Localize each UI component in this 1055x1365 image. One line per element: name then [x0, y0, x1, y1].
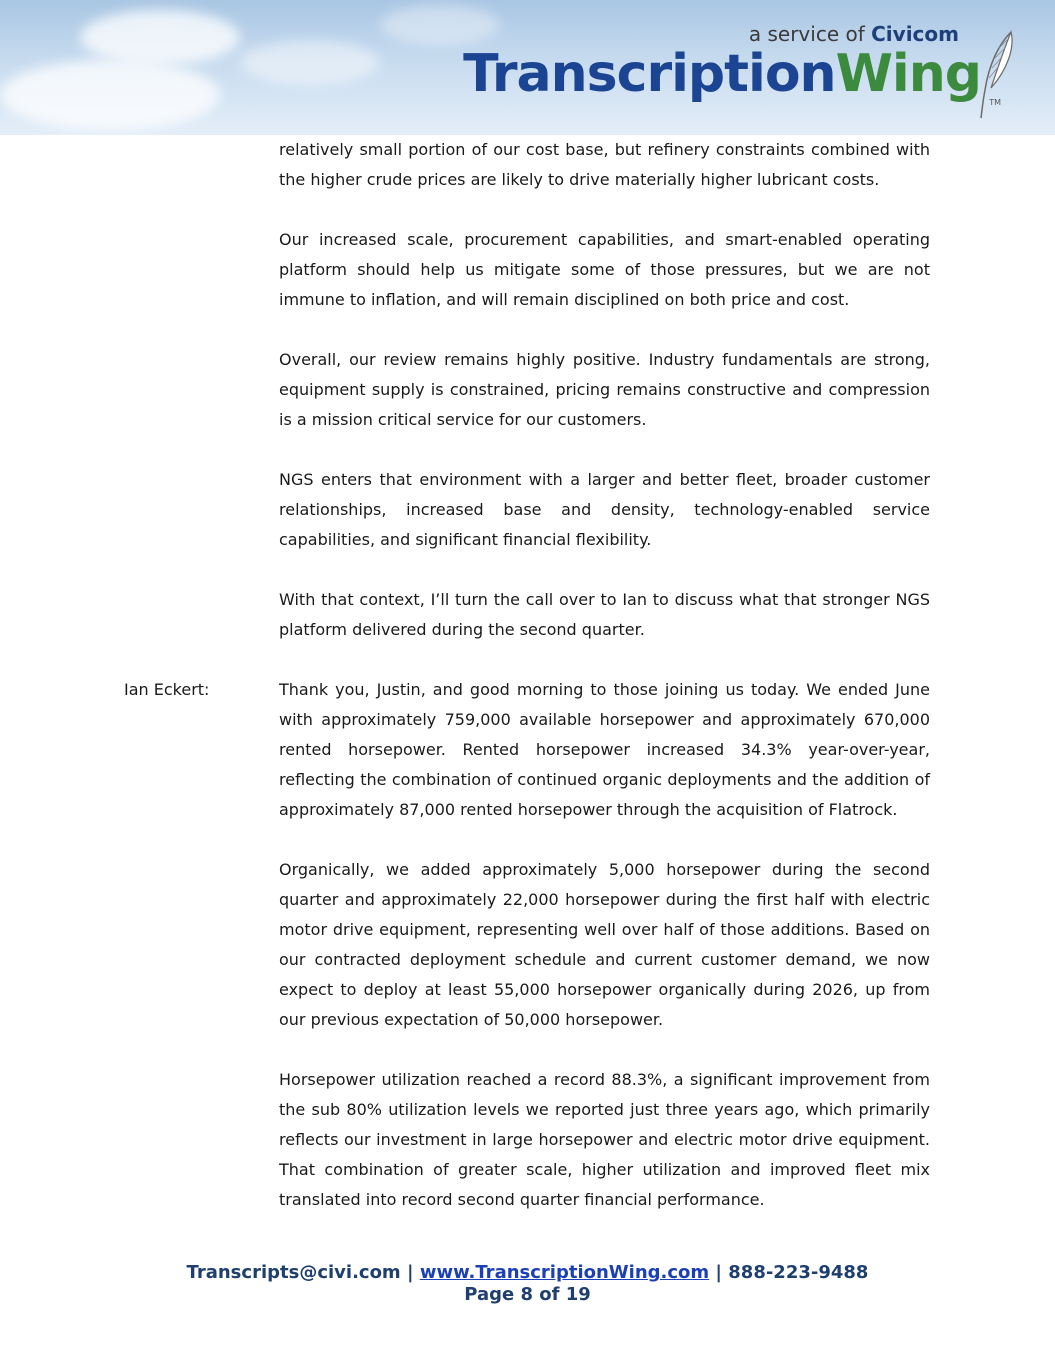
transcript-paragraph: relatively small portion of our cost base, but refinery constraints combined with the higher crude prices are likely to drive materially higher lubricant costs. [279, 140, 930, 189]
transcript-paragraph: With that context, I’ll turn the call over to Ian to discuss what that stronger NGS platform delivered during the second quarter. [279, 590, 930, 639]
trademark-symbol: TM [989, 98, 1001, 107]
footer-email: Transcripts@civi.com [186, 1262, 401, 1283]
brand-wordmark: TranscriptionWing [463, 44, 981, 104]
transcript-paragraph: Our increased scale, procurement capabilities, and smart-enabled operating platform should help us mitigate some of those pressures, but we are not immune to inflation, and will remain disciplined on both price and cost. [279, 230, 930, 309]
speaker-label: Ian Eckert: [124, 680, 210, 699]
page-number: Page 8 of 19 [464, 1284, 591, 1305]
transcript-paragraph: NGS enters that environment with a larger and better fleet, broader customer relationships, increased base and density, technology-enabled service capabilities, and significant financial flexibility. [279, 470, 930, 549]
footer-website-link[interactable]: www.TranscriptionWing.com [419, 1262, 710, 1283]
transcript-paragraph: Horsepower utilization reached a record 88.3%, a significant improvement from the sub 80% utilization levels we reported just three years ago, which primarily reflects our investment in large horsepower and electric motor drive equipment. That combination of greater scale, higher utilization and improved fleet mix translated into record second quarter financial performance. [279, 1070, 930, 1209]
transcript-paragraph: Thank you, Justin, and good morning to those joining us today. We ended June with approximately 759,000 available horsepower and approximately 670,000 rented horsepower. Rented horsepower increased 34.3% year-over-year, reflecting the combination of continued organic deployments and the addition of approximately 87,000 rented horsepower through the acquisition of Flatrock. [279, 680, 930, 819]
page-footer [0, 1262, 1055, 1306]
feather-icon [977, 30, 1017, 120]
footer-contact: Transcripts@civi.com | www.TranscriptionWing.com | 888-223-9488 [186, 1262, 869, 1283]
footer-phone: 888-223-9488 [728, 1262, 869, 1283]
page-header [0, 0, 1055, 135]
service-tagline: a service of Civicom [748, 22, 959, 46]
transcriptionwing-logo [463, 18, 1035, 118]
transcript-paragraph: Overall, our review remains highly positive. Industry fundamentals are strong, equipment supply is constrained, pricing remains constructive and compression is a mission critical service for our customers. [279, 350, 930, 429]
transcript-paragraph: Organically, we added approximately 5,000 horsepower during the second quarter and approximately 22,000 horsepower during the first half with electric motor drive equipment, representing well over half of those additions. Based on our contracted deployment schedule and current customer demand, we now expect to deploy at least 55,000 horsepower organically during 2026, up from our previous expectation of 50,000 horsepower. [279, 860, 930, 1029]
